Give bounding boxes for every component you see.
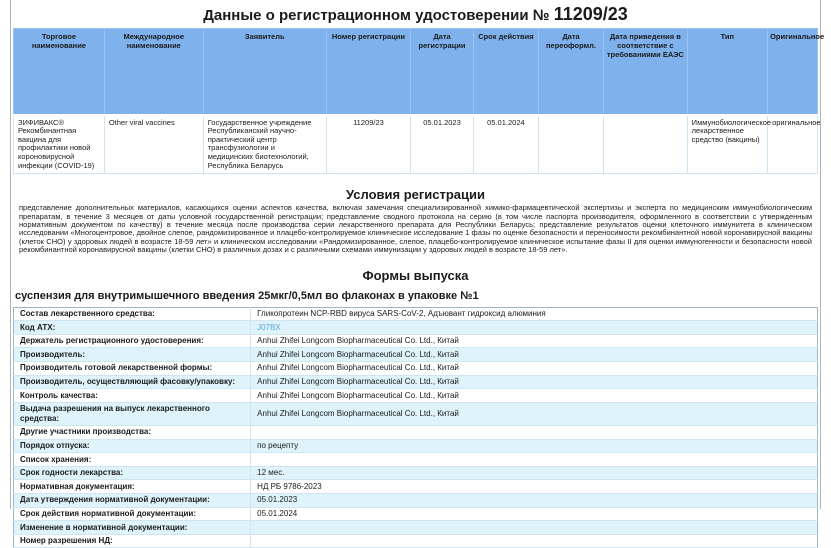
row-label: Изменение в нормативной документации: [14,521,251,535]
table-row-quality-control [14,389,818,403]
row-value: Anhui Zhifei Longcom Biopharmaceutical Co. Ltd., Китай [251,361,818,375]
table-row-other-participants [14,425,818,439]
table-row-shelf-life [14,466,818,480]
table-row-finished-form-manufacturer [14,361,818,375]
registry-table [13,28,825,174]
cell-reg-number: 11209/23 [326,115,410,174]
table-row-certificate-holder [14,334,818,348]
row-value: Anhui Zhifei Longcom Biopharmaceutical Co. Ltd., Китай [251,348,818,362]
row-value [251,321,818,335]
col-header-trade-name: Торговое наименование [14,29,105,115]
col-header-inn: Международное наименование [104,29,203,115]
row-value: 12 мес. [251,466,818,480]
row-label: Нормативная документация: [14,480,251,494]
row-value: по рецепту [251,439,818,453]
table-row-packaging-manufacturer [14,375,818,389]
col-header-valid-until: Срок действия [473,29,538,115]
row-value [251,534,818,548]
row-value [251,425,818,439]
row-value: Anhui Zhifei Longcom Biopharmaceutical Co. Ltd., Китай [251,402,818,425]
row-label: Дата утверждения нормативной документации: [14,493,251,507]
col-header-eaeu-date: Дата приведения в соответствие с требованиями ЕАЭС [604,29,688,115]
table-row-dispensing-order [14,439,818,453]
col-header-type: Тип [687,29,767,115]
cell-reissue-date [538,115,603,174]
conditions-text: представление дополнительных материалов, касающихся оценки аспектов качества, включая замечания специализированной химико-фармацевтической экспертизы и эксперта по медицинским иммунобиологическим препаратам, в течение 3 месяцев от даты условной государственной регистрации; представление сводного протокола на серию (в том числе паспорта производителя, оформленного в соответствии с утвержденным нормативным документом по качеству) в течение месяца после производства серии лекарственного препарата для Республики Беларусь; представление результатов оценки клеточного иммунитета в клиническом исследовании «Многоцентровое, двойное слепое, рандомизированное и плацебо-контролируемое клиническое исследование 1 фазы по оценке безопасности и переносимости рекомбинантной новой коронавирусной вакцины (клеток CHO) у здоровых людей в возрасте 18-59 лет» и клиническом исследовании «Рандомизированное, слепое, плацебо-контролируемое клиническое испытание фазы II для оценки иммуногенности и безопасности новой рекомбинантной коронавирусной вакцины (клетки CHO) в различных дозах и с различными схемами иммунизации у здоровых людей в возрасте 18-59 лет». [19,203,812,255]
row-label: Контроль качества: [14,389,251,403]
row-value [251,453,818,467]
row-value: НД РБ 9786-2023 [251,480,818,494]
table-row-atc-code [14,321,818,335]
row-value: Гликопротеин NCP-RBD вируса SARS-CoV-2, Адъювант гидроксид алюминия [251,307,818,321]
row-label: Срок годности лекарства: [14,466,251,480]
table-row-manufacturer [14,348,818,362]
table-row-composition [14,307,818,321]
table-row-normative-documentation [14,480,818,494]
registry-header-row [14,29,818,115]
row-label: Список хранения: [14,453,251,467]
row-label: Порядок отпуска: [14,439,251,453]
row-value [251,521,818,535]
form-title: суспензия для внутримышечного введения 25мкг/0,5мл во флаконах в упаковке №1 [15,289,479,302]
row-value: 05.01.2023 [251,493,818,507]
atc-code-link[interactable]: J07BX [257,322,281,332]
table-row-storage-list [14,453,818,467]
conditions-heading: Условия регистрации [345,187,486,203]
release-form-details-table [13,307,818,548]
row-label: Другие участники производства: [14,425,251,439]
page-title [13,4,818,25]
row-label: Выдача разрешения на выпуск лекарственного средства: [14,402,251,425]
table-row-nd-approval-date [14,493,818,507]
cell-reg-date: 05.01.2023 [411,115,474,174]
registration-certificate-page [10,0,825,546]
col-header-original: Оригинальное [768,29,818,115]
row-label: Номер разрешения НД: [14,534,251,548]
cell-trade-name: ЗИФИВАКС® Рекомбинантная вакцина для профилактики новой короновирусной инфекции (COVID-19) [14,115,105,174]
row-value: 05.01.2024 [251,507,818,521]
col-header-reg-number: Номер регистрации [326,29,410,115]
row-value: Anhui Zhifei Longcom Biopharmaceutical Co. Ltd., Китай [251,389,818,403]
row-label: Состав лекарственного средства: [14,307,251,321]
table-row-nd-validity-date [14,507,818,521]
cell-inn: Other viral vaccines [104,115,203,174]
row-label: Производитель готовой лекарственной формы: [14,361,251,375]
release-forms-heading: Формы выпуска [362,267,469,283]
cell-type: Иммунобиологическое лекарственное средство (вакцины) [687,115,767,174]
cell-applicant: Государственное учреждение Республиканский научно-практический центр трансфузиологии и медицинских биотехнологий, Республика Беларусь [203,115,326,174]
table-row-nd-changes [14,521,818,535]
col-header-applicant: Заявитель [203,29,326,115]
row-label: Производитель: [14,348,251,362]
col-header-reissue-date: Дата переоформл. [538,29,603,115]
page-title-text: Данные о регистрационном удостоверении № [203,7,550,24]
row-label: Код АТХ: [14,321,251,335]
row-label: Производитель, осуществляющий фасовку/упаковку: [14,375,251,389]
row-value: Anhui Zhifei Longcom Biopharmaceutical Co. Ltd., Китай [251,334,818,348]
row-label: Держатель регистрационного удостоверения: [14,334,251,348]
certificate-number: 11209/23 [553,4,628,24]
row-value: Anhui Zhifei Longcom Biopharmaceutical Co. Ltd., Китай [251,375,818,389]
table-row-nd-permit-number [14,534,818,548]
row-label: Срок действия нормативной документации: [14,507,251,521]
cell-eaeu-date [604,115,688,174]
table-row-release-authorization [14,402,818,425]
cell-valid-until: 05.01.2024 [473,115,538,174]
cell-original: оригинальное [768,115,818,174]
col-header-reg-date: Дата регистрации [411,29,474,115]
registry-data-row [14,115,818,174]
